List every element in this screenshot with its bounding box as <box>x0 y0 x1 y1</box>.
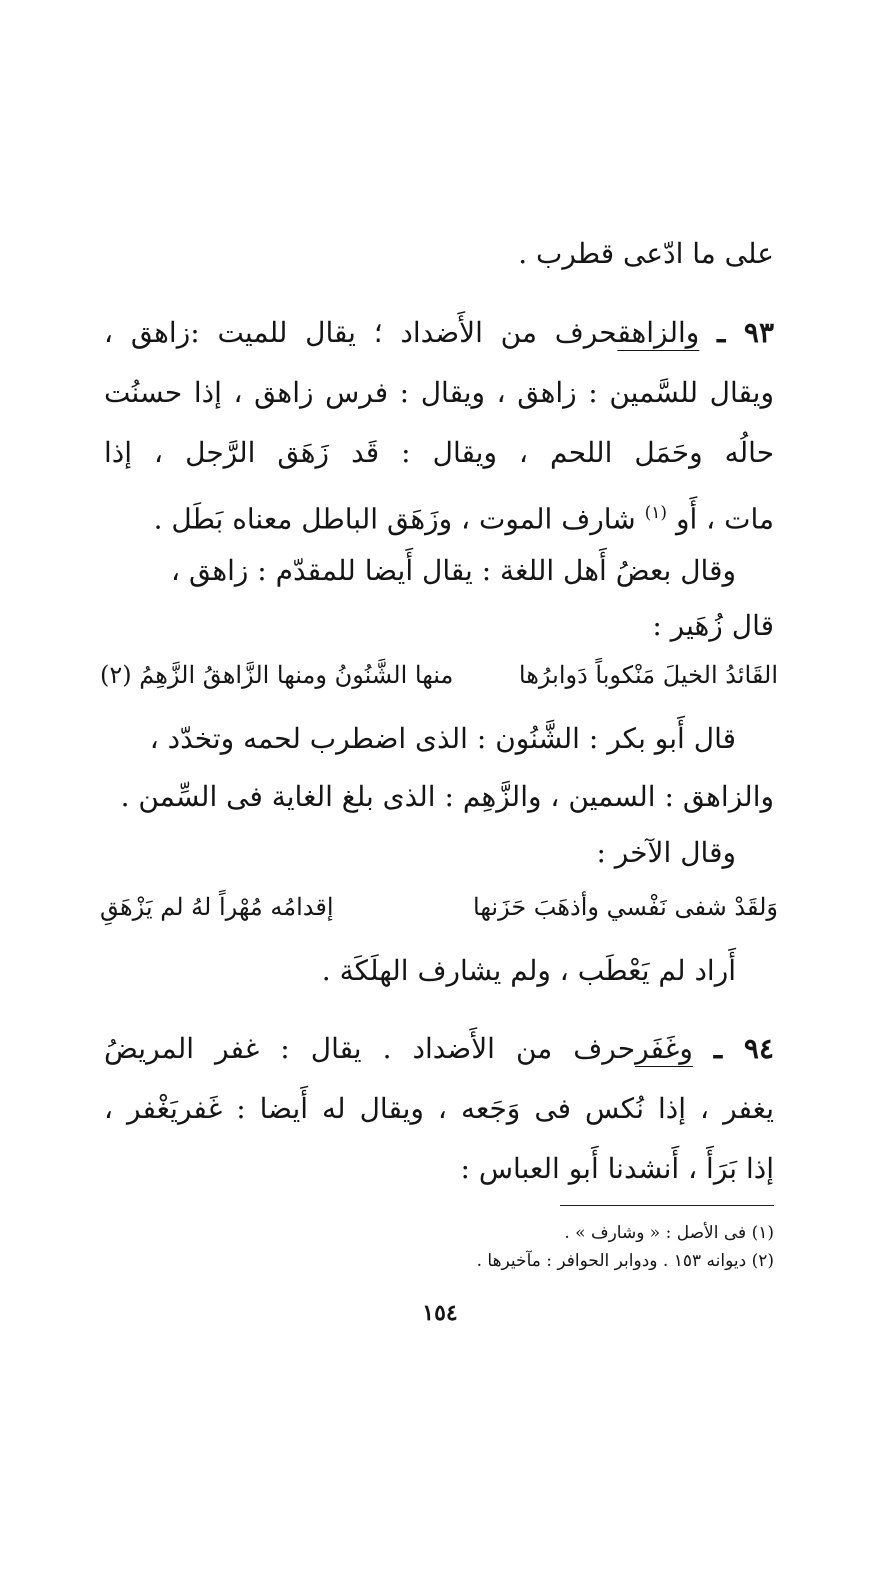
text-line-1: على ما ادّعى قطرب . <box>518 237 774 270</box>
verse-2-first-hemistich: وَلقَدْ شفى نَفْسي وأذهَبَ حَزَنها <box>473 893 778 921</box>
entry-93-line-2: ويقال للسَّمين : زاهق ، ويقال : فرس زاهق ، إذا حسنُت <box>104 376 774 409</box>
verse-other-poet <box>100 888 778 926</box>
entry-number-94: ٩٤ ـ <box>713 1032 774 1065</box>
entry-number-93: ٩٣ ـ <box>717 316 774 349</box>
entry-93-line-3: حالُه وحَمَل اللحم ، ويقال : قَد زَهَق الرَّجل ، إذا <box>104 436 774 469</box>
verse-1-second-hemistich: منها الشَّنُونُ ومنها الزَّاهقُ الزَّهِمُ (٢) <box>100 661 454 689</box>
footnote-2: (٢) ديوانه ١٥٣ . ودوابر الحوافر : مآخيرها . <box>476 1251 774 1271</box>
entry-94-line-1: ٩٤ ـ وغَفَرحرف من الأَضداد . يقال : غفر المريضُ <box>104 1032 774 1065</box>
entry-93-line-10: أَراد لم يَعْطَب ، ولم يشارف الهلَكَة . <box>321 954 736 987</box>
headword-ghafar: وغَفَر <box>635 1032 693 1065</box>
entry-94-line-2: يغفر ، إذا نُكس فى وَجَعه ، ويقال له أَيضا : غَفريَغْفر ، <box>104 1092 774 1125</box>
entry-93-line-6: قال زُهَير : <box>652 609 774 642</box>
headword-zahiq: والزاهق <box>617 316 700 349</box>
entry-93-line-9: وقال الآخر : <box>596 836 736 869</box>
verse-1-first-hemistich: القَائدُ الخيلَ مَنْكوباً دَوابرُها <box>518 661 778 689</box>
page-number: ١٥٤ <box>422 1300 458 1326</box>
verse-zuhayr <box>100 656 778 694</box>
entry-93-line-4: مات ، أَو $^{(١)}$ شارف الموت ، وزَهَق الباطل معناه بَطَل . <box>153 502 774 536</box>
footnote-1: (١) فى الأصل : « وشارف » . <box>564 1223 774 1243</box>
footnote-separator <box>560 1205 774 1206</box>
entry-93-line-5: وقال بعضُ أَهل اللغة : يقال أَيضا للمقدّم : زاهق ، <box>171 554 736 587</box>
entry-93-line-1: ٩٣ ـ والزاهقحرف من الأَضداد ؛ يقال للميت :زاهق ، <box>104 316 774 349</box>
entry-94-line-3: إذا بَرَأَ ، أَنشدنا أَبو العباس : <box>460 1152 774 1185</box>
entry-93-line-7: قال أَبو بكر : الشَّنُون : الذى اضطرب لحمه وتخدّد ، <box>149 722 736 755</box>
verse-2-second-hemistich: إقدامُه مُهْراً لهُ لم يَزْهَقِ <box>100 893 334 921</box>
footnote-marker-1: (١) <box>644 503 668 523</box>
entry-93-line-8: والزاهق : السمين ، والزَّهِم : الذى بلغ الغاية فى السِّمن . <box>120 780 774 813</box>
